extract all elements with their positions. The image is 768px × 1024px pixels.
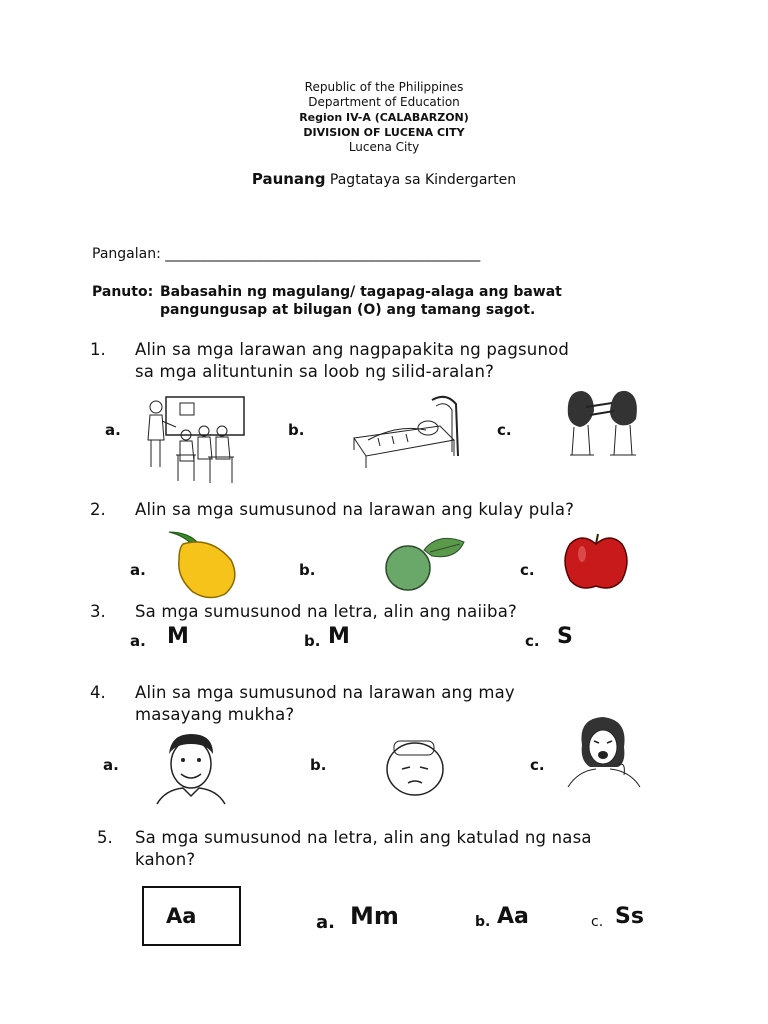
page-title (0, 170, 768, 188)
happy-boy-illustration[interactable] (155, 732, 227, 806)
question-4-line1: Alin sa mga sumusunod na larawan ang may (135, 683, 515, 702)
header-region: Region IV-A (CALABARZON) (299, 111, 469, 124)
question-4-line2: masayang mukha? (135, 705, 295, 724)
q2-option-a-label[interactable]: a. (130, 561, 146, 579)
header-republic: Republic of the Philippines (304, 80, 464, 94)
guava-illustration[interactable] (382, 530, 472, 592)
q2-option-c-label[interactable]: c. (520, 561, 535, 579)
q1-option-b-label[interactable]: b. (288, 421, 305, 439)
q4-option-c-label[interactable]: c. (530, 756, 545, 774)
q3-option-c-letter[interactable]: S (557, 624, 573, 649)
q5-option-b-letters[interactable]: Aa (497, 904, 529, 929)
question-3-line1: Sa mga sumusunod na letra, alin ang naiiba? (135, 602, 517, 621)
question-2-number: 2. (90, 500, 106, 519)
q4-option-a-label[interactable]: a. (103, 756, 119, 774)
q5-option-a-letters[interactable]: Mm (350, 902, 399, 930)
header-division: DIVISION OF LUCENA CITY (303, 126, 465, 139)
question-1-number: 1. (90, 340, 106, 359)
q5-option-c-label[interactable]: c. (591, 914, 604, 930)
crying-girl-illustration[interactable] (566, 715, 644, 789)
question-1-line1: Alin sa mga larawan ang nagpapakita ng pagsunod (135, 340, 570, 359)
instructions-line2: pangungusap at bilugan (O) ang tamang sagot. (160, 302, 536, 318)
question-5-line2: kahon? (135, 850, 196, 869)
q3-option-c-label[interactable]: c. (525, 632, 540, 650)
instructions-line1: Babasahin ng magulang/ tagapag-alaga ang bawat (160, 284, 562, 300)
q1-option-a-label[interactable]: a. (105, 421, 121, 439)
header-department: Department of Education (308, 95, 460, 109)
apple-illustration[interactable] (562, 530, 630, 592)
question-5-line1: Sa mga sumusunod na letra, alin ang katulad ng nasa (135, 828, 592, 847)
q2-option-b-label[interactable]: b. (299, 561, 316, 579)
question-2-line1: Alin sa mga sumusunod na larawan ang kulay pula? (135, 500, 575, 519)
q5-option-b-label[interactable]: b. (475, 914, 491, 930)
answer-box-text: Aa (166, 904, 197, 928)
q3-option-b-label[interactable]: b. (304, 632, 321, 650)
header-city: Lucena City (348, 140, 420, 154)
classroom-illustration[interactable] (136, 395, 246, 487)
fighting-girls-illustration[interactable] (560, 385, 642, 463)
title-bold: Paunang (251, 170, 326, 188)
sick-child-illustration[interactable] (380, 735, 450, 799)
name-label: Pangalan: (92, 246, 166, 262)
q5-option-c-letters[interactable]: Ss (615, 904, 644, 929)
q3-option-a-letter[interactable]: M (167, 624, 189, 649)
q1-option-c-label[interactable]: c. (497, 421, 512, 439)
q3-option-a-label[interactable]: a. (130, 632, 146, 650)
instructions-label: Panuto: (92, 284, 154, 300)
q5-option-a-label[interactable]: a. (316, 912, 335, 933)
question-5-number: 5. (97, 828, 113, 847)
mango-illustration[interactable] (163, 530, 243, 602)
question-4-number: 4. (90, 683, 106, 702)
q3-option-b-letter[interactable]: M (328, 624, 350, 649)
question-1-line2: sa mga alituntunin sa loob ng silid-aralan? (135, 362, 495, 381)
name-line: _____________________________________________ (165, 246, 481, 262)
question-3-number: 3. (90, 602, 106, 621)
q4-option-b-label[interactable]: b. (310, 756, 327, 774)
name-row (92, 246, 480, 262)
title-rest: Pagtataya sa Kindergarten (325, 172, 517, 188)
sleeping-child-illustration[interactable] (348, 390, 460, 472)
